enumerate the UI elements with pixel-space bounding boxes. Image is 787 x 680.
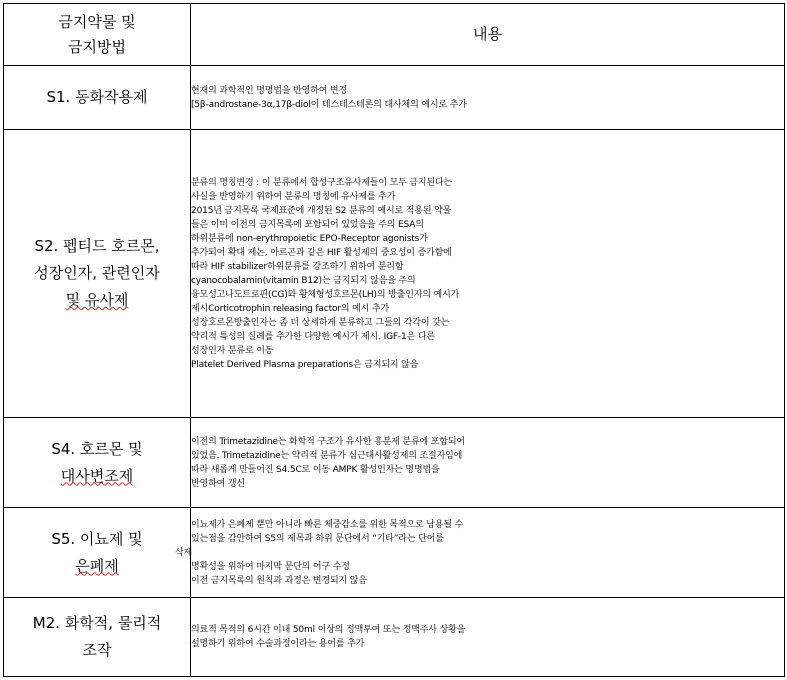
content-line: 약리적 특성의 실례를 추가한 다양한 예시가 제시. IGF-1은 다른 — [191, 331, 435, 342]
table-row-m2 — [4, 598, 785, 677]
content-line: 성장인자 분류로 이동 — [191, 345, 274, 356]
table-header-row — [4, 4, 785, 66]
table-row-s1 — [4, 66, 785, 130]
row-label-line: S1. 동화작용제 — [46, 88, 148, 106]
content-line: 반영하여 갱신 — [191, 478, 245, 489]
content-line: 이뇨제가 은폐제 뿐만 아니라 빠른 체중감소를 위한 목적으로 남용될 수 — [191, 519, 464, 530]
row-label-line: S2. 펩티드 호르몬, — [34, 237, 160, 255]
content-line: 분류의 명칭변경 : 이 분류에서 합성구조유사제들이 모두 금지된다는 — [191, 177, 453, 188]
content-line: 추가되어 확대 제논, 아르곤과 같은 HIF 활성제의 중요성이 증가함에 — [191, 247, 452, 258]
header-content: 내용 — [191, 4, 785, 66]
content-line: 의료적 목적의 6시간 이내 50ml 이상의 정맥투여 또는 정맥주사 상황을 — [191, 625, 466, 635]
content-line: 이전 금지목록의 원칙과 과정은 변경되지 않음 — [191, 575, 367, 586]
row-label-s4 — [4, 418, 191, 508]
table-row-s4 — [4, 418, 785, 508]
content-line: 제시Corticotrophin releasing factor의 예시 추가 — [191, 303, 390, 314]
content-line: 성장호르몬방출인자는 좀 더 상세하게 분류하고 그들의 각각이 갖는 — [191, 317, 450, 328]
content-line: 명확성을 위하여 마지막 문단의 어구 수정 — [191, 561, 350, 572]
content-line: 현재의 과학적인 명명법을 반영하여 변경 — [191, 85, 348, 96]
table-row-s5 — [4, 508, 785, 598]
row-label-line: S5. 이뇨제 및 — [51, 529, 143, 548]
row-label-s5 — [4, 508, 191, 598]
row-label-line: 및 유사제 — [65, 291, 129, 309]
content-line: 이전의 Trimetazidine는 화학적 구조가 유사한 흥분제 분류에 포함되어 — [191, 436, 465, 447]
content-line: cyanocobalamin(vitamin B12)는 금지되지 않음을 주의 — [191, 275, 416, 286]
prohibited-list-changes-table — [3, 3, 785, 677]
row-label-s2 — [4, 130, 191, 418]
content-line: 사실을 반영하기 위하여 분류의 명칭에 유사제를 추가 — [191, 191, 396, 202]
content-line: [5β-androstane-3α,17β-diol이 테스테스테론의 대사체의 예시로 추가 — [191, 99, 467, 110]
table-row-s2 — [4, 130, 785, 418]
row-label-line: 성장인자, 관련인자 — [34, 264, 160, 282]
content-line: 들은 이미 이전의 금지목록에 포함되어 있었음을 주의 ESA의 — [191, 219, 424, 230]
content-line: 따라 새롭게 만들어진 S4.5C로 이동 AMPK 활성인자는 명명법을 — [191, 464, 440, 475]
header-prohibited-item-line: 금지약물 및 — [58, 12, 136, 31]
row-content-s5 — [175, 508, 785, 598]
row-label-m2 — [4, 598, 191, 677]
row-label-line: 은폐제 — [75, 556, 119, 575]
content-line: 설명하기 위하여 수술과정이라는 용어를 추가 — [191, 639, 365, 649]
row-content-s2 — [191, 130, 785, 418]
content-line: 있었음. Trimetazidine는 약리적 분류가 심근대사활성제의 조절자임에 — [191, 450, 463, 461]
content-line: 2015년 금지목록 국제표준에 개정된 S2 분류의 예시로 적용된 약물 — [191, 205, 452, 216]
content-line: 따라 HIF stabilizer하위분류를 강조하기 위하여 분리함 — [191, 261, 404, 272]
row-content-s1 — [191, 66, 785, 130]
content-line: 삭제 — [175, 547, 193, 558]
content-line: 하위분류에 non-erythropoietic EPO-Receptor agonists가 — [191, 233, 428, 244]
row-label-s1 — [4, 66, 191, 130]
row-label-line: 대사변조제 — [60, 466, 134, 485]
content-line: 있는점을 감안하여 S5의 제목과 하위 문단에서 “기타”라는 단어를 — [191, 533, 444, 544]
row-content-s4 — [191, 418, 785, 508]
row-label-line: M2. 화학적, 물리적 — [32, 614, 162, 632]
row-label-line: 조작 — [82, 641, 112, 659]
content-line: Platelet Derived Plasma preparations은 금지되지 않음 — [191, 359, 419, 370]
header-prohibited-item — [4, 4, 191, 66]
row-label-line: S4. 호르몬 및 — [51, 439, 143, 458]
header-prohibited-item-line: 금지방법 — [68, 37, 126, 56]
content-line: 융모성고나도트로핀(CG)와 황체형성호르몬(LH)의 방출인자의 예시가 — [191, 289, 460, 300]
row-content-m2 — [191, 598, 785, 677]
